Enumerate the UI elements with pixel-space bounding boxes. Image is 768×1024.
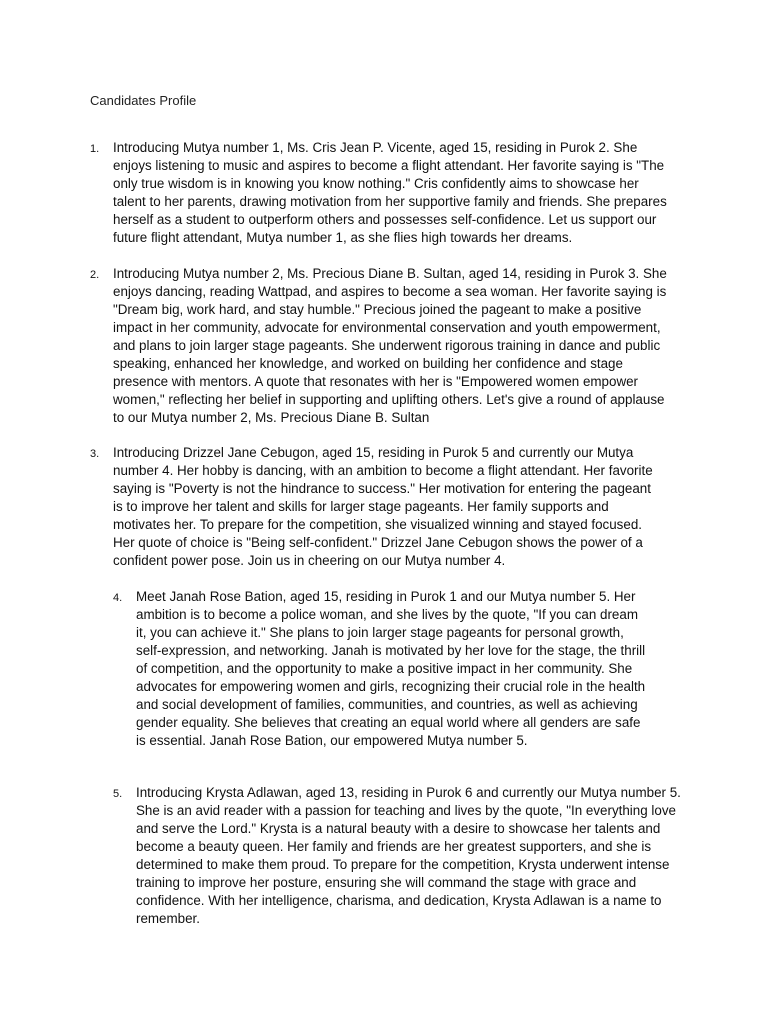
list-item-number: 3.: [90, 448, 100, 460]
list-item-text: Introducing Mutya number 1, Ms. Cris Jean P. Vicente, aged 15, residing in Purok 2. She enjoys listening to music and aspires to become a flight attendant. Her favorite saying is "The only true wisdom is in knowing you know nothing." Cris confidently aims to showcase her talent to her parents, drawing motivation from her supportive family and friends. She prepares herself as a student to outperform others and possesses self-confidence. Let us support our future flight attendant, Mutya number 1, as she flies high towards her dreams.: [113, 140, 667, 245]
list-item-text: Meet Janah Rose Bation, aged 15, residing in Purok 1 and our Mutya number 5. Her ambition is to become a police woman, and she lives by the quote, "If you can dream it, you can achieve it." She plans to join larger stage pageants for personal growth, self-expression, and networking. Janah is motivated by her love for the stage, the thrill of competition, and the opportunity to make a positive impact in her community. She advocates for empowering women and girls, recognizing their crucial role in the health and social development of families, communities, and countries, as well as achieving gender equality. She believes that creating an equal world where all genders are safe is essential. Janah Rose Bation, our empowered Mutya number 5.: [136, 589, 646, 748]
document-title: Candidates Profile: [90, 93, 197, 108]
list-item-number: 4.: [113, 592, 123, 604]
list-item-number: 1.: [90, 143, 100, 155]
list-item-text: Introducing Drizzel Jane Cebugon, aged 15, residing in Purok 5 and currently our Mutya number 4. Her hobby is dancing, with an ambition to become a flight attendant. Her favorite saying is "Poverty is not the hindrance to success." Her motivation for entering the pageant is to improve her talent and skills for larger stage pageants. Her family supports and motivates her. To prepare for the competition, she visualized winning and stayed focused. Her quote of choice is "Being self-confident." Drizzel Jane Cebugon shows the power of a confident power pose. Join us in cheering on our Mutya number 4.: [113, 445, 653, 568]
list-item-text: Introducing Krysta Adlawan, aged 13, residing in Purok 6 and currently our Mutya number 5. She is an avid reader with a passion for teaching and lives by the quote, "In everything love and serve the Lord." Krysta is a natural beauty with a desire to showcase her talents and become a beauty queen. Her family and friends are her greatest supporters, and she is determined to make them proud. To prepare for the competition, Krysta underwent intense training to improve her posture, ensuring she will command the stage with grace and confidence. With her intelligence, charisma, and dedication, Krysta Adlawan is a name to remember.: [136, 785, 681, 926]
list-item-number: 2.: [90, 269, 100, 281]
list-item-number: 5.: [113, 788, 123, 800]
list-item-text: Introducing Mutya number 2, Ms. Precious Diane B. Sultan, aged 14, residing in Purok 3. She enjoys dancing, reading Wattpad, and aspires to become a sea woman. Her favorite saying is "Dream big, work hard, and stay humble." Precious joined the pageant to make a positive impact in her community, advocate for environmental conservation and youth empowerment, and plans to join larger stage pageants. She underwent rigorous training in dance and public speaking, enhanced her knowledge, and worked on building her confidence and stage presence with mentors. A quote that resonates with her is "Empowered women empower women," reflecting her belief in supporting and uplifting others. Let's give a round of applause to our Mutya number 2, Ms. Precious Diane B. Sultan: [113, 266, 667, 425]
